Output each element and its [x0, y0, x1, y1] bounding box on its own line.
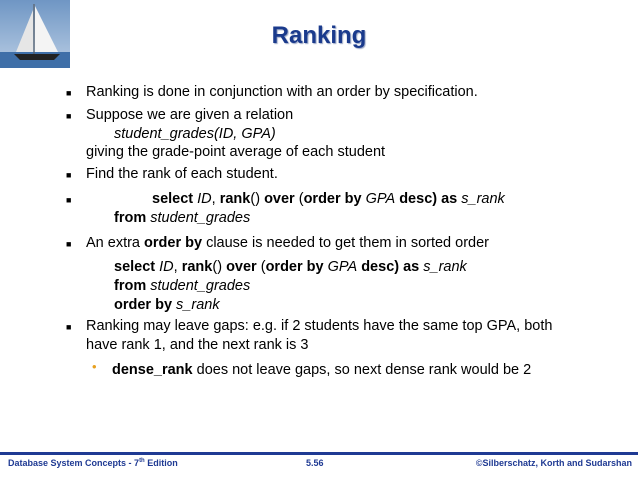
footer-page-number: 5.56 — [306, 458, 324, 468]
query-select-line: select ID, rank() over (order by GPA desc) as s_rank — [152, 191, 505, 207]
sub-bullet-dot-icon: • — [92, 359, 97, 374]
relation-description: giving the grade-point average of each student — [86, 144, 386, 160]
query-from-line: from student_grades — [114, 210, 251, 226]
slide-title: Ranking — [271, 22, 367, 49]
bullet-square-icon: ■ — [66, 322, 72, 332]
bullet-text-ranking-order: Ranking is done in conjunction with an order by specification. — [86, 84, 478, 100]
sorted-query-orderby-line: order by s_rank — [114, 297, 220, 313]
bullet-square-icon: ■ — [66, 195, 72, 205]
bullet-square-icon: ■ — [66, 88, 72, 98]
footer-divider — [0, 452, 638, 455]
bullet-text-find-rank: Find the rank of each student. — [86, 166, 278, 182]
sorted-query-select-line: select ID, rank() over (order by GPA desc) as s_rank — [114, 259, 467, 275]
sorted-query-from-line: from student_grades — [114, 278, 251, 294]
bullet-text-relation: Suppose we are given a relation — [86, 107, 294, 123]
relation-schema: student_grades(ID, GPA) — [114, 126, 276, 142]
sub-bullet-dense-rank: dense_rank does not leave gaps, so next dense rank would be 2 — [112, 362, 532, 378]
bullet-square-icon: ■ — [66, 170, 72, 180]
bullet-text-extra-orderby: An extra order by clause is needed to get them in sorted order — [86, 235, 489, 251]
bullet-square-icon: ■ — [66, 111, 72, 121]
bullet-text-gaps: Ranking may leave gaps: e.g. if 2 students have the same top GPA, both — [86, 318, 553, 334]
footer-copyright: ©Silberschatz, Korth and Sudarshan — [475, 458, 632, 468]
footer-book-title: Database System Concepts - 7th Edition — [8, 458, 178, 468]
bullet-text-gaps-cont: have rank 1, and the next rank is 3 — [86, 337, 309, 353]
bullet-square-icon: ■ — [66, 239, 72, 249]
